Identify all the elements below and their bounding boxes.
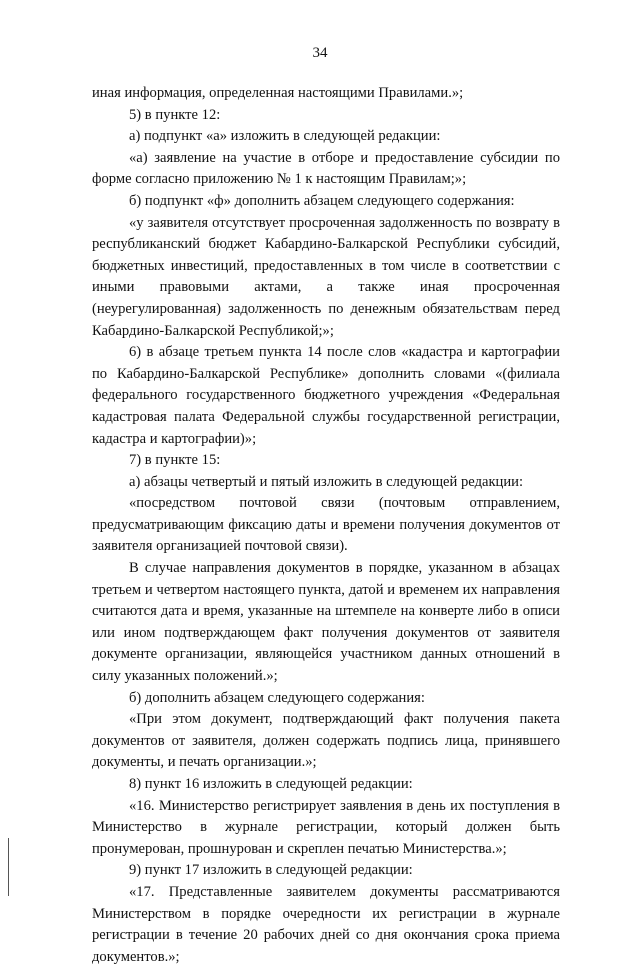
paragraph: «17. Представленные заявителем документы рассматриваются Министерством в порядке очередности их регистрации в журнале регистрации в течение 20 рабочих дней со дня окончания срока приема документов.»;: [92, 883, 560, 965]
margin-rule: [8, 838, 9, 896]
page-number: 34: [312, 45, 328, 61]
paragraph: «При этом документ, подтверждающий факт получения пакета документов от заявителя, должен содержать подпись лица, принявшего документы, и печать организации.»;: [92, 711, 560, 771]
paragraph: а) подпункт «а» изложить в следующей редакции:: [129, 128, 441, 145]
paragraph: «посредством почтовой связи (почтовым отправлением, предусматривающим фиксацию даты и времени получения документов от заявителя организацией почтовой связи).: [92, 495, 560, 555]
paragraph: б) дополнить абзацем следующего содержания:: [129, 689, 425, 706]
paragraph: 9) пункт 17 изложить в следующей редакции:: [129, 862, 413, 879]
paragraph: а) абзацы четвертый и пятый изложить в следующей редакции:: [129, 473, 524, 490]
paragraph: В случае направления документов в порядке, указанном в абзацах третьем и четвертом настоящего пункта, датой и временем их направления считаются дата и время, указанные на штемпеле на конверте либо в описи или ином подтверждающем факт получения документов от заявителя документе организации, являющейся участником данных отношений в силу указанных положений.»;: [92, 560, 560, 685]
paragraph: иная информация, определенная настоящими Правилами.»;: [92, 85, 464, 101]
paragraph: 7) в пункте 15:: [129, 452, 221, 469]
document-body: [92, 83, 560, 968]
paragraph: б) подпункт «ф» дополнить абзацем следующего содержания:: [129, 192, 515, 209]
paragraph: 8) пункт 16 изложить в следующей редакции:: [129, 776, 413, 792]
paragraph: 6) в абзаце третьем пункта 14 после слов «кадастра и картографии по Кабардино-Балкарской Республике» дополнить словами «(филиала федерального государственного бюджетного учреждения «Федеральная кадастровая палата Федеральной службы государственной регистрации, кадастра и картографии)»;: [92, 344, 560, 447]
paragraph: «а) заявление на участие в отборе и предоставление субсидии по форме согласно приложению № 1 к настоящим Правилам;»;: [92, 149, 560, 188]
paragraph: 5) в пункте 12:: [129, 106, 221, 123]
paragraph: «у заявителя отсутствует просроченная задолженность по возврату в республиканский бюджет Кабардино-Балкарской Республики субсидий, бюджетных инвестиций, предоставленных в том числе в соответствии с иными правовыми актами, а также иная просроченная (неурегулированная) задолженность по денежным обязательствам перед Кабардино-Балкарской Республикой;»;: [92, 214, 560, 339]
paragraph: «16. Министерство регистрирует заявления в день их поступления в Министерство в журнале регистрации, который должен быть пронумерован, прошнурован и скреплен печатью Министерства.»;: [92, 797, 560, 857]
